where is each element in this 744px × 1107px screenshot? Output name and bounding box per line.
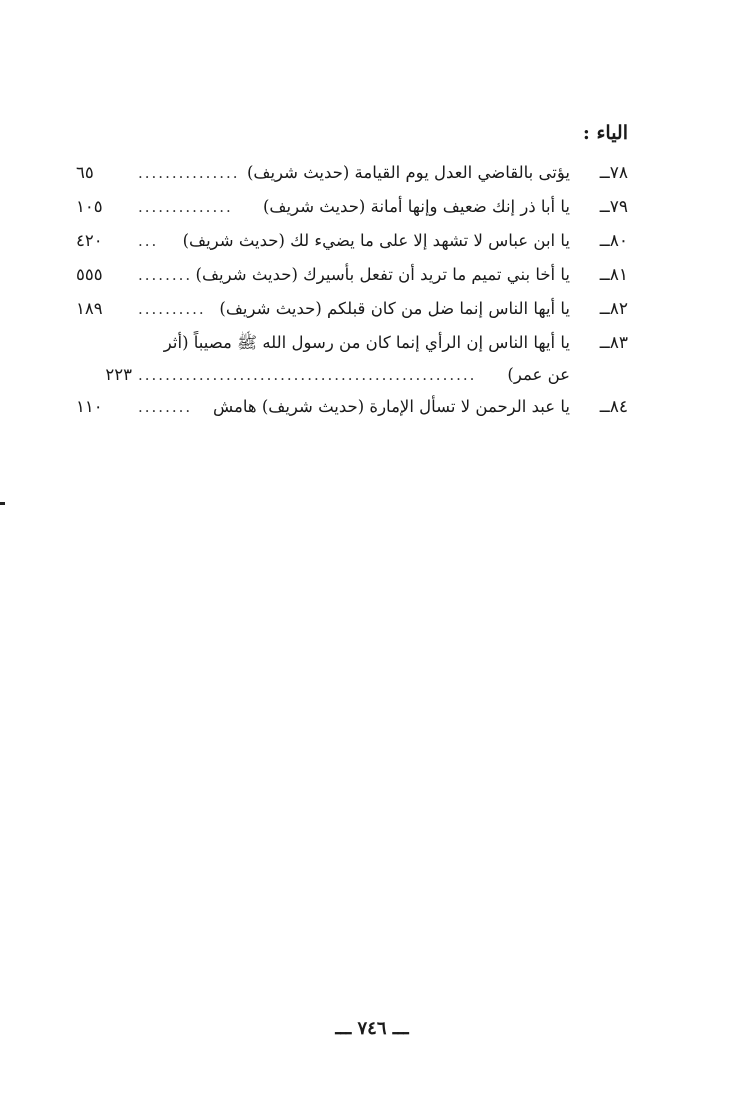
entry-text: يؤتى بالقاضي العدل يوم القيامة (حديث شريف) <box>246 163 570 182</box>
entry-text: يا أبا ذر إنك ضعيف وإنها أمانة (حديث شريف) <box>262 197 570 216</box>
list-item <box>76 326 628 390</box>
entry-text: يا أيها الناس إن الرأي إنما كان من رسول الله ﷺ مصيباً (أثر <box>163 333 570 352</box>
leader-dots: .......... <box>138 300 206 318</box>
leader-dots: ... <box>138 232 159 250</box>
leader-dots: ............... <box>138 164 240 182</box>
entry-page-ref: ٤٢٠ <box>76 231 103 250</box>
entry-page-ref: ١٨٩ <box>76 299 103 318</box>
entry-number: ٨١ــ <box>599 265 628 285</box>
entry-page-ref: ٢٢٣ <box>105 365 132 384</box>
entry-page-ref: ١٠٥ <box>76 197 103 216</box>
page-number: ـــ ٧٤٦ ـــ <box>335 1018 409 1039</box>
entry-number: ٨٢ــ <box>599 299 628 319</box>
entry-page-ref: ٥٥٥ <box>76 265 103 284</box>
list-item <box>76 258 628 292</box>
entry-text: يا أخا بني تميم ما تريد أن تفعل بأسيرك (حديث شريف) <box>195 265 570 284</box>
entry-text-continuation: عن عمر) <box>507 365 570 384</box>
entry-page-ref: ٦٥ <box>76 163 94 182</box>
entry-number: ٧٩ــ <box>599 197 628 217</box>
entry-text: يا عبد الرحمن لا تسأل الإمارة (حديث شريف) هامش <box>212 397 570 416</box>
entry-page-ref: ١١٠ <box>76 397 103 416</box>
leader-dots: .................................................. <box>138 366 477 384</box>
list-item <box>76 292 628 326</box>
entry-text: يا ابن عباس لا تشهد إلا على ما يضيء لك (حديث شريف) <box>182 231 570 250</box>
leader-dots: .............. <box>138 198 233 216</box>
entry-number: ٨٤ــ <box>599 397 628 417</box>
list-item <box>76 390 628 424</box>
entry-number: ٨٣ــ <box>599 333 628 353</box>
leader-dots: ........ <box>138 266 193 284</box>
scan-edge-mark <box>0 502 5 505</box>
entry-text: يا أيها الناس إنما ضل من كان قبلكم (حديث شريف) <box>219 299 570 318</box>
list-item <box>76 156 628 190</box>
list-item <box>76 224 628 258</box>
entry-number: ٧٨ــ <box>599 163 628 183</box>
index-list <box>76 156 628 424</box>
entry-number: ٨٠ــ <box>599 231 628 251</box>
leader-dots: ........ <box>138 398 193 416</box>
section-title: الياء : <box>582 122 628 144</box>
list-item <box>76 190 628 224</box>
